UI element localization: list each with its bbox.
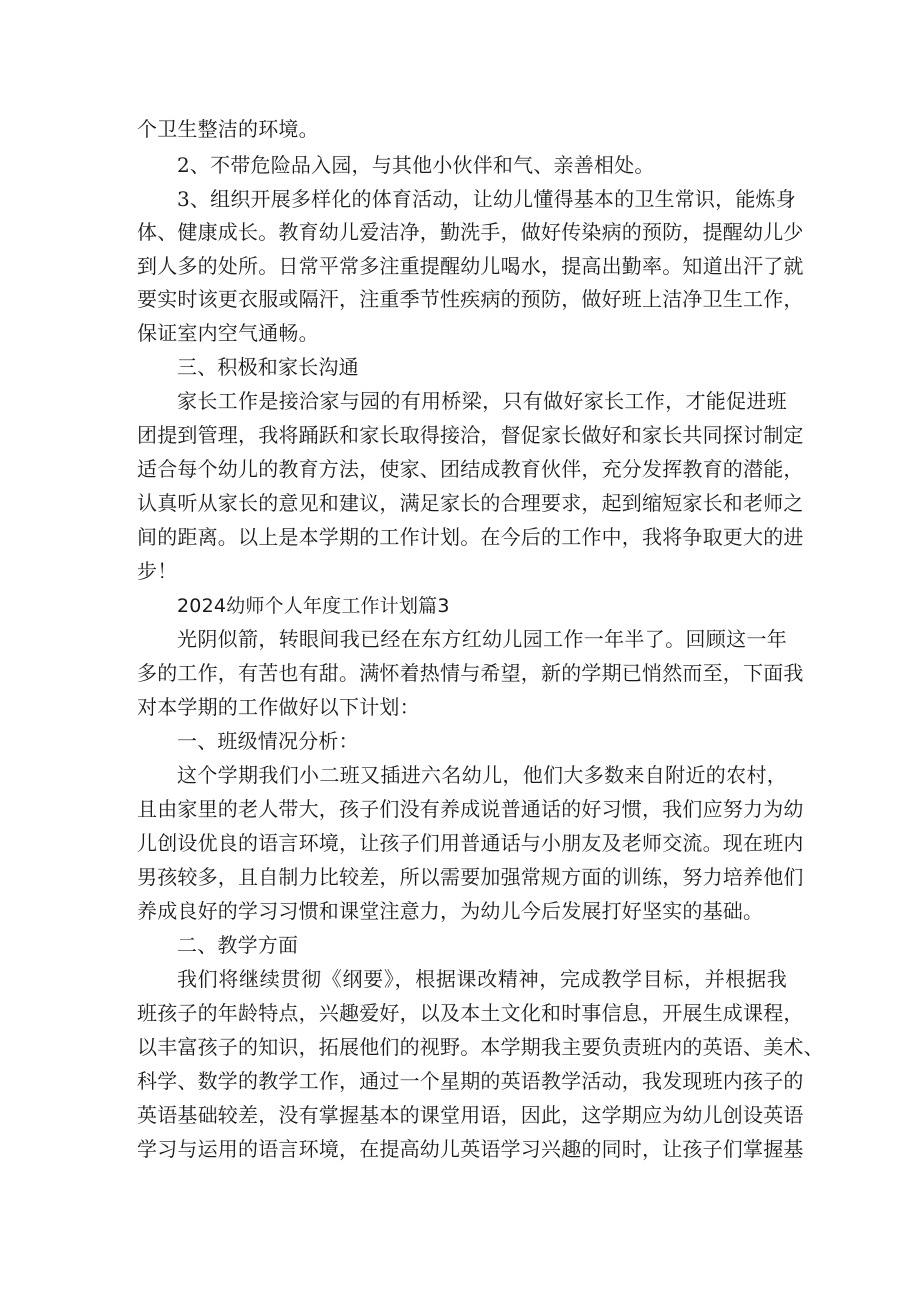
paragraph-line: 英语基础较差，没有掌握基本的课堂用语，因此，这学期应为幼儿创设英语	[137, 1103, 804, 1127]
paragraph-line: 科学、数学的教学工作，通过一个星期的英语教学活动，我发现班内孩子的	[137, 1069, 804, 1093]
paragraph-line: 认真听从家长的意见和建议，满足家长的合理要求，起到缩短家长和老师之	[137, 491, 804, 515]
paragraph-line: 对本学期的工作做好以下计划：	[137, 695, 420, 719]
paragraph-line: 家长工作是接洽家与园的有用桥梁，只有做好家长工作，才能促进班	[177, 389, 787, 413]
section-heading: 三、积极和家长沟通	[177, 355, 359, 379]
paragraph-line: 适合每个幼儿的教育方法，使家、团结成教育伙伴，充分发挥教育的潜能，	[137, 457, 804, 481]
paragraph-line: 个卫生整洁的环境。	[137, 117, 319, 141]
paragraph-line: 这个学期我们小二班又插进六名幼儿，他们大多数来自附近的农村，	[177, 763, 787, 787]
article-title: 2024幼师个人年度工作计划篇3	[177, 595, 450, 617]
paragraph-line: 团提到管理，我将踊跃和家长取得接洽，督促家长做好和家长共同探讨制定	[137, 423, 804, 447]
paragraph-line: 且由家里的老人带大，孩子们没有养成说普通话的好习惯，我们应努力为幼	[137, 797, 804, 821]
paragraph-line: 间的距离。以上是本学期的工作计划。在今后的工作中，我将争取更大的进	[137, 525, 804, 549]
paragraph-line: 体、健康成长。教育幼儿爱洁净，勤洗手，做好传染病的预防，提醒幼儿少	[137, 220, 804, 244]
paragraph-line: 我们将继续贯彻《纲要》，根据课改精神，完成教学目标，并根据我	[177, 967, 787, 991]
paragraph-line: 保证室内空气通畅。	[137, 321, 319, 345]
paragraph-line: 要实时该更衣服或隔汗，注重季节性疾病的预防，做好班上洁净卫生工作，	[137, 287, 804, 311]
paragraph-line: 光阴似箭，转眼间我已经在东方红幼儿园工作一年半了。回顾这一年	[177, 627, 787, 651]
section-heading: 二、教学方面	[177, 933, 299, 957]
paragraph-line: 以丰富孩子的知识，拓展他们的视野。本学期我主要负责班内的英语、美术、	[137, 1035, 824, 1059]
paragraph-line: 3、组织开展多样化的体育活动，让幼儿懂得基本的卫生常识，能炼身	[177, 187, 796, 211]
paragraph-line: 班孩子的年龄特点，兴趣爱好，以及本土文化和时事信息，开展生成课程，	[137, 1001, 804, 1025]
paragraph-line: 多的工作，有苦也有甜。满怀着热情与希望，新的学期已悄然而至，下面我	[137, 661, 804, 685]
paragraph-line: 儿创设优良的语言环境，让孩子们用普通话与小朋友及老师交流。现在班内	[137, 831, 804, 855]
paragraph-line: 2、不带危险品入园，与其他小伙伴和气、亲善相处。	[177, 153, 655, 177]
paragraph-line: 男孩较多，且自制力比较差，所以需要加强常规方面的训练，努力培养他们	[137, 865, 804, 889]
section-heading: 一、班级情况分析：	[177, 729, 359, 753]
paragraph-line: 到人多的处所。日常平常多注重提醒幼儿喝水，提高出勤率。知道出汗了就	[137, 254, 804, 278]
paragraph-line: 养成良好的学习习惯和课堂注意力，为幼儿今后发展打好坚实的基础。	[137, 899, 764, 923]
paragraph-line: 学习与运用的语言环境，在提高幼儿英语学习兴趣的同时，让孩子们掌握基	[137, 1137, 804, 1161]
paragraph-line: 步！	[137, 559, 178, 583]
